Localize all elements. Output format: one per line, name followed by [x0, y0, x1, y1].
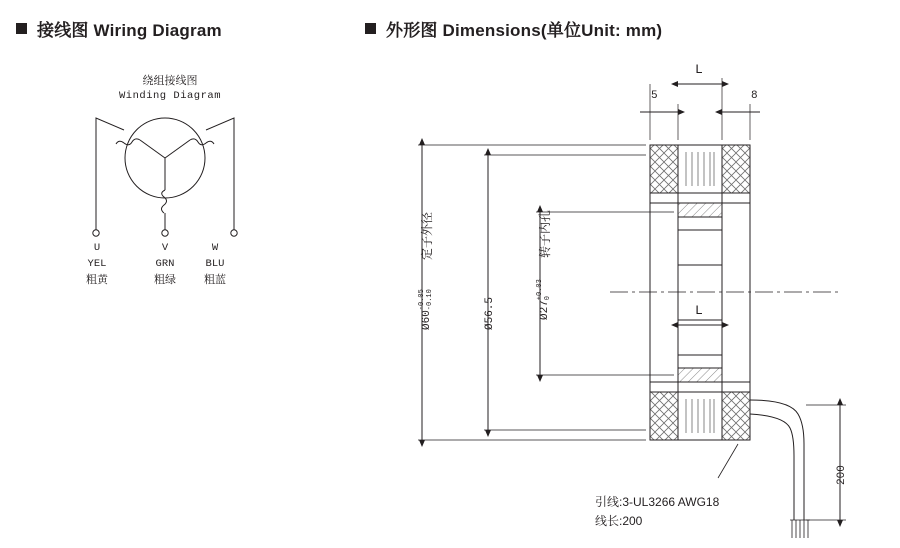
- stator-hatch-top-right: [722, 145, 750, 193]
- dim-label-L-top: L: [695, 62, 703, 77]
- note-leader-line: [718, 444, 738, 478]
- dim-tolerance-d27: +0.03 0: [536, 279, 552, 301]
- lead-wire-w: [206, 118, 234, 230]
- dim-label-d565: Ø56.5: [484, 296, 496, 330]
- dim-label-d60: [418, 289, 434, 330]
- bore-body: [678, 217, 722, 368]
- wiring-diagram-panel: [0, 0, 340, 548]
- lead-code-w: BLU: [205, 258, 225, 270]
- dim-label-5: 5: [651, 90, 658, 102]
- dimensions-drawing-panel: [340, 0, 900, 548]
- lead-code-v: GRN: [155, 258, 175, 270]
- lead-color-cn-w: 粗蓝: [204, 274, 226, 286]
- winding-caption-cn: 绕组接线图: [142, 75, 198, 87]
- lead-terminal-v: V: [161, 242, 169, 254]
- terminal-dot-u: [93, 230, 99, 236]
- cable-outline-inner: [750, 414, 794, 520]
- winding-block-bottom: [678, 392, 722, 440]
- winding-block-top: [678, 145, 722, 193]
- rotor-band-bottom: [678, 368, 722, 382]
- rotor-band-top: [678, 203, 722, 217]
- lead-code-u: YEL: [87, 258, 107, 270]
- lead-terminal-u: U: [93, 242, 101, 254]
- lead-label-w: [192, 240, 238, 288]
- note-lead-spec: 引线:3-UL3266 AWG18: [595, 495, 720, 509]
- dim-value-d60: Ø60: [420, 310, 433, 330]
- stator-hatch-bottom-right: [722, 392, 750, 440]
- note-lead-length: 线长:200: [595, 514, 643, 528]
- dim-value-d27: Ø27: [538, 300, 551, 320]
- terminal-dot-v: [162, 230, 168, 236]
- dim-tolerance-d60: -0.05 -0.10: [418, 289, 434, 311]
- dim-label-200: 200: [836, 465, 848, 485]
- lead-color-cn-u: 粗黄: [86, 274, 108, 286]
- dim-label-L-inner: L: [695, 303, 703, 318]
- dim-label-stator-outer-cn: 定子外径: [420, 211, 434, 260]
- dimensions-section-title: 外形图 Dimensions(单位Unit: mm): [386, 21, 663, 40]
- lead-wire-u: [96, 118, 124, 230]
- terminal-dot-w: [231, 230, 237, 236]
- lead-label-v: [142, 240, 188, 288]
- dimension-drawing: [340, 0, 900, 548]
- stator-hatch-bottom-left: [650, 392, 678, 440]
- dim-label-d27: [536, 279, 552, 320]
- dim-label-8: 8: [751, 90, 758, 102]
- winding-caption-en: Winding Diagram: [118, 90, 221, 102]
- stator-hatch-top-left: [650, 145, 678, 193]
- lead-terminal-w: W: [211, 242, 219, 254]
- lead-color-cn-v: 粗绿: [154, 274, 176, 286]
- lead-label-u: [74, 240, 120, 288]
- wiring-section-title: 接线图 Wiring Diagram: [37, 21, 222, 40]
- dim-label-rotor-bore-cn: 转子内孔: [538, 209, 552, 258]
